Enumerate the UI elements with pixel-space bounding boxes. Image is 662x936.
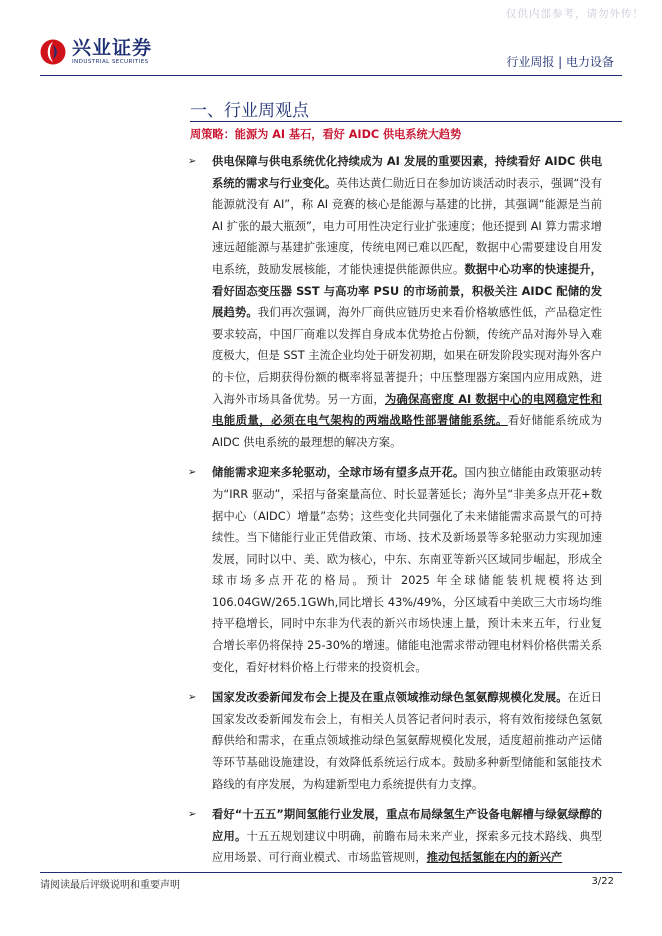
header-divider — [40, 75, 622, 76]
bullet-emphasis-text: 储能需求迎来多轮驱动，全球市场有望多点开花。 — [212, 466, 465, 480]
bullet-arrow-icon: ➢ — [188, 156, 197, 167]
bullet-emphasis-text: 供电保障与供电系统优化持续成为 AI 发展的重要因素，持续看好 AIDC 供电系统的需求与行业变化。 — [212, 155, 602, 190]
bullet-paragraph — [190, 151, 602, 453]
bullet-list — [190, 151, 602, 878]
bullet-arrow-icon: ➢ — [188, 467, 197, 479]
strategy-heading: 周策略：能源为 AI 基石，看好 AIDC 供电系统大趋势 — [190, 128, 462, 141]
section-divider — [190, 121, 622, 122]
bullet-emphasis-text: 看好“十五五”期间氢能行业发展，重点布局绿氢生产设备电解槽与绿氨绿醇的应用。 — [212, 808, 602, 843]
bullet-body-text: 国内独立储能由政策驱动转为“IRR 驱动”，采招与备案量高位、时长显著延长；海外呈“非美多点开花+数据中心（AIDC）增量”态势；这些变化共同强化了未来储能需求高景气的可持续性。当下储能行业正凭借政策、市场、技术及新场景等多轮驱动力实现加速发展，同时以中、美、欧为核心，中东、东南亚等新兴区域同步崛起，形成全球市场多点开花的格局。预计 2025 年全球储能装机规模将达到 106.04GW/265.1GWh,同比增长 43%/49%，分区域看中美欧三大市场均维持平稳增长，同时中东非为代表的新兴市场快速上量，预计未来五年，行业复合增长率仍将保持 25-30%的增速。储能电池需求带动锂电材料价格供需关系变化，看好材料价格上行带来的投资机会。 — [212, 466, 602, 674]
bullet-arrow-icon: ➢ — [188, 692, 197, 704]
logo-chinese-name: 兴业证券 — [72, 37, 153, 59]
bullet-emphasis-text: 数据中心功率的快速提升，看好固态变压器 SST 与高功率 PSU 的市场前景，积极关注 AIDC 配储的发展趋势。 — [212, 262, 602, 320]
bullet-body-text: 英伟达黄仁勋近日在参加访谈活动时表示，强调“没有能源就没有 AI”，称 AI 竞赛的核心是能源与基建的比拼，其强调“能源是当前 AI 扩张的最大瓶颈”，电力可用性决定行业扩张速度；他还提到 AI 算力需求增速远超能源与基建扩张速度，传统电网已难以匹配，数据中心需要建设自用发电系统，鼓励发展核能，才能快速提供能源供应。 — [212, 176, 602, 276]
bullet-paragraph — [190, 804, 602, 869]
watermark: 仅供内部参考，请勿外传！ — [506, 8, 644, 20]
bullet-body-text: 十五五规划建议中明确，前瞻布局未来产业，探索多元技术路线、典型应用场景、可行商业模式、市场监管规则， — [212, 829, 602, 865]
bullet-emphasis-text: 国家发改委新闻发布会上提及在重点领域推动绿色氢氨醇规模化发展。 — [212, 691, 568, 705]
bullet-paragraph — [190, 687, 602, 795]
bullet-paragraph — [190, 462, 602, 678]
bullet-emphasis-text: 为确保高密度 AI 数据中心的电网稳定性和电能质量，必须在电气架构的两端战略性部署储能系统。 — [212, 392, 602, 428]
logo-emblem-icon — [40, 39, 66, 65]
report-type: 行业周报 | 电力设备 — [506, 55, 614, 69]
company-logo — [40, 38, 152, 65]
footer-disclaimer: 请阅读最后评级说明和重要声明 — [40, 880, 180, 891]
bullet-body-text: 看好储能系统成为 AIDC 供电系统的最理想的解决方案。 — [212, 414, 602, 449]
footer-divider — [40, 872, 622, 873]
logo-english-name: INDUSTRIAL SECURITIES — [72, 59, 149, 65]
page-number: 3/22 — [591, 876, 614, 887]
section-title: 一、行业周观点 — [190, 101, 309, 121]
bullet-body-text: 在近日国家发改委新闻发布会上，有相关人员答记者问时表示，将有效衔接绿色氢氨醇供给和需求，在重点领域推动绿色氢氨醇规模化发展，适度超前推动产运储等环节基础设施建设，有效降低系统运行成本。鼓励多种新型储能和氢能技术路线的有序发展，为构建新型电力系统提供有力支撑。 — [212, 691, 602, 791]
bullet-arrow-icon: ➢ — [188, 809, 197, 821]
bullet-emphasis-text: 推动包括氢能在内的新兴产 — [426, 851, 563, 865]
bullet-body-text: 我们再次强调，海外厂商供应链历史来看价格敏感性低，产品稳定性要求较高，中国厂商难以发挥自身成本优势抢占份额，传统产品对海外导入难度极大，但是 SST 主流企业均处于研发初期，如果在研发阶段实现对海外客户的卡位，后期获得份额的概率将显著提升；中压整理器方案国内应用成熟，进入海外市场具备优势。另一方面， — [212, 306, 602, 406]
